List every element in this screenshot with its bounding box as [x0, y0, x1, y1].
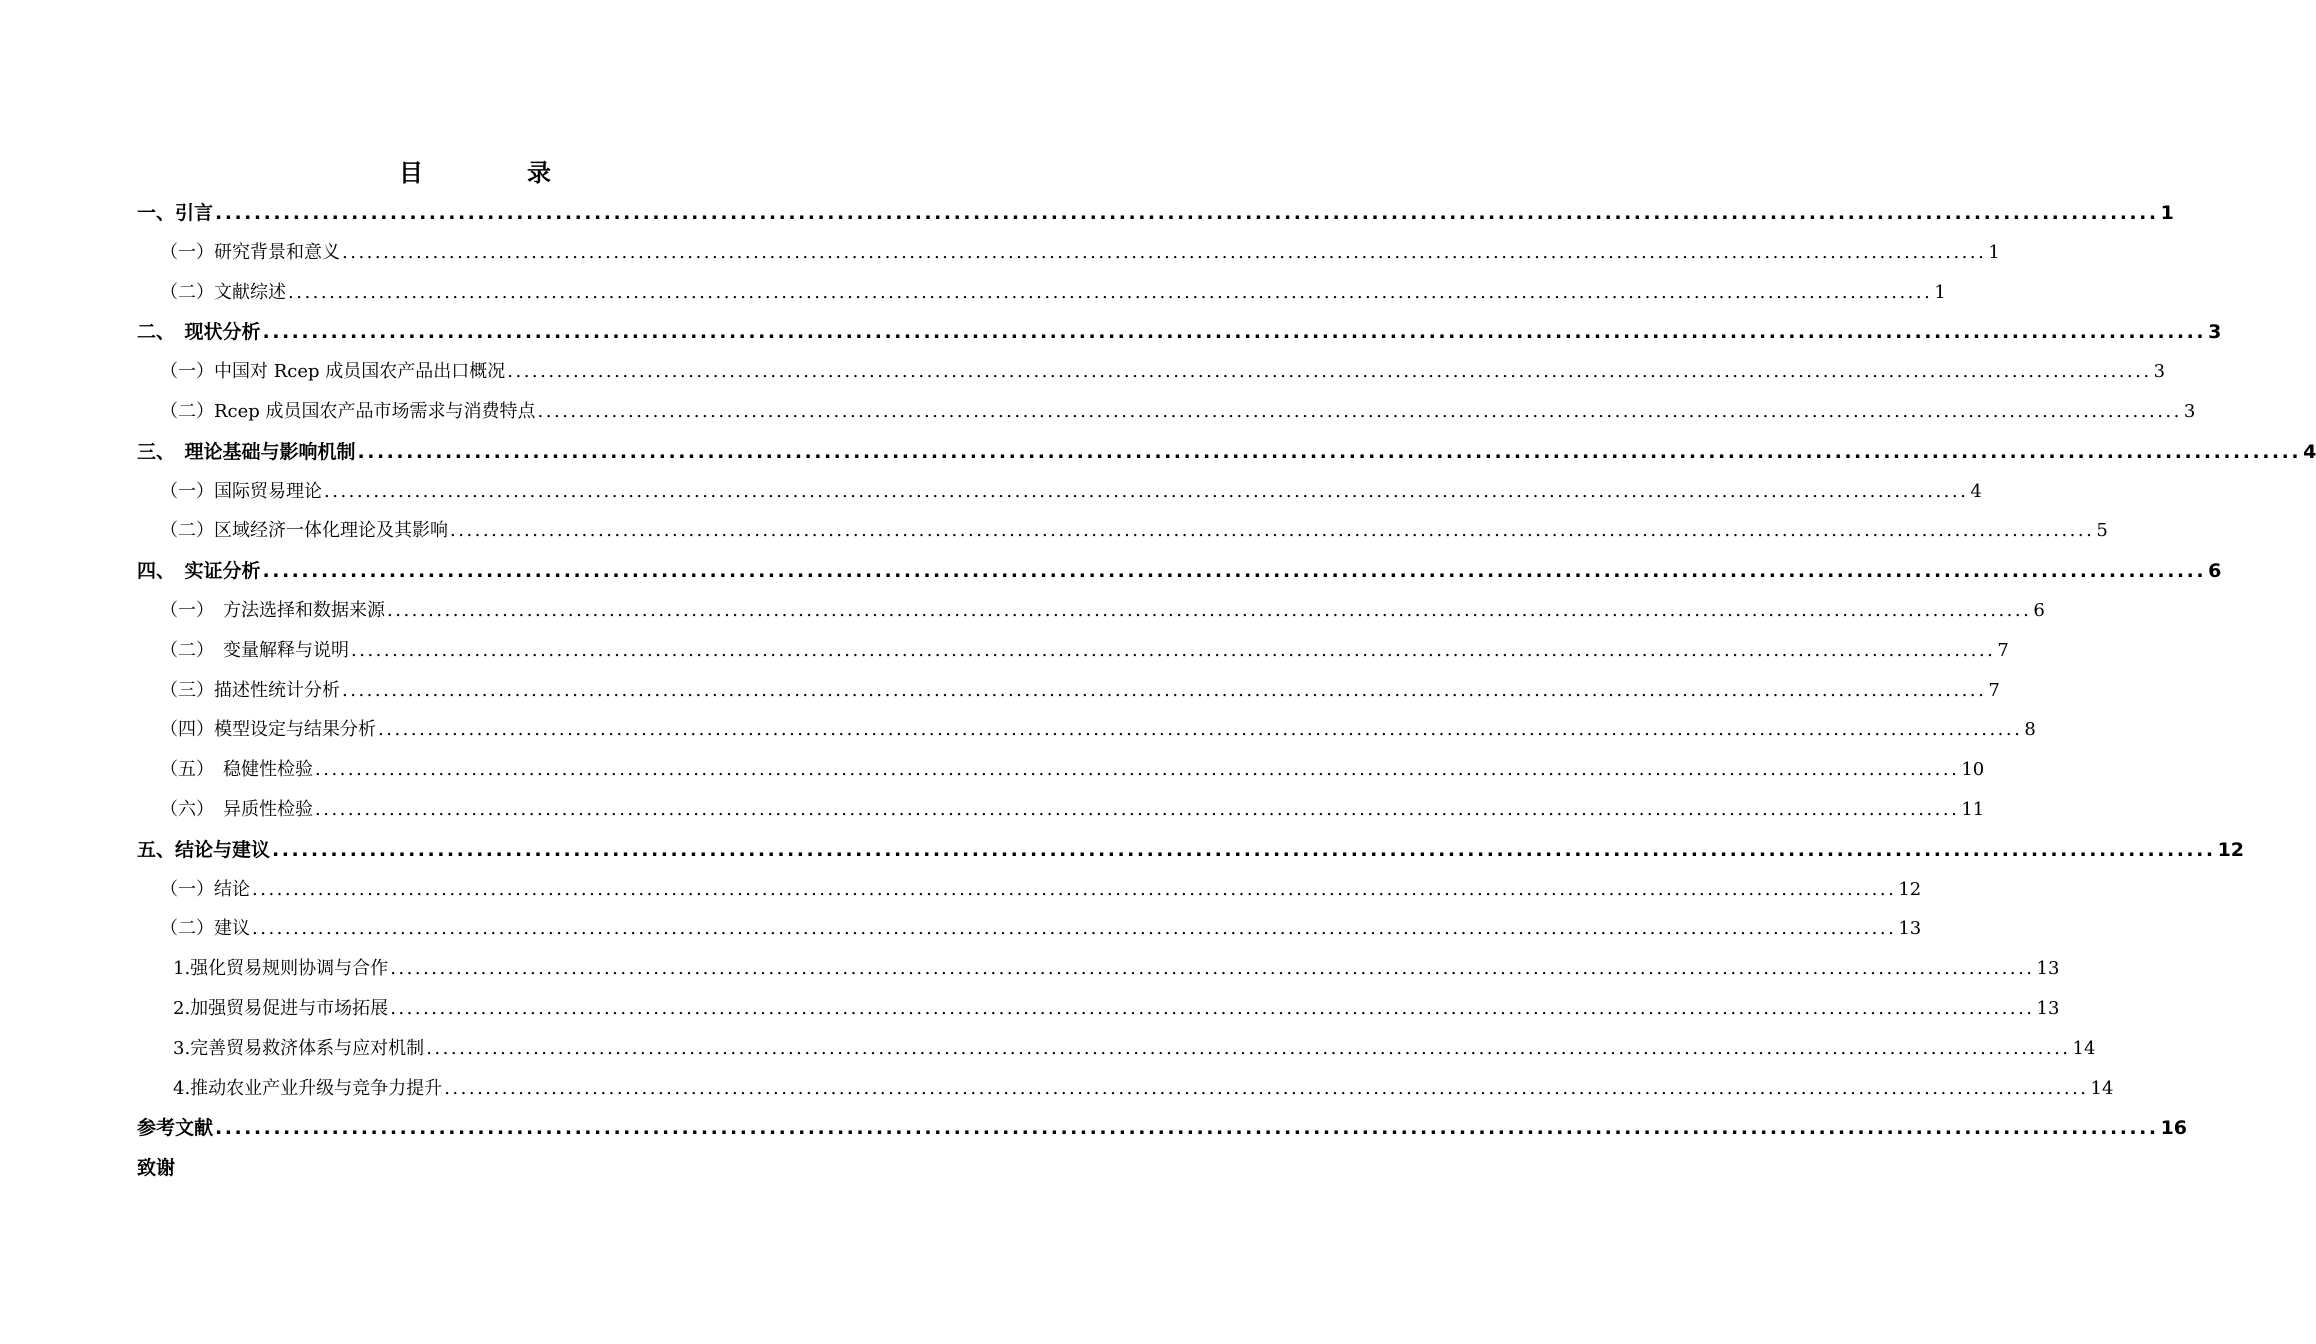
- toc-entry-label: （一）国际贸易理论: [160, 480, 322, 502]
- toc-entry[interactable]: [160, 875, 1922, 905]
- toc-entry[interactable]: [160, 715, 2036, 745]
- toc-entry-label: （一）中国对 Rcep 成员国农产品出口概况: [160, 361, 506, 383]
- toc-entry[interactable]: [137, 1113, 2188, 1143]
- toc-entry[interactable]: [160, 676, 2000, 706]
- toc-entry-label: 4.推动农业产业升级与竞争力提升: [173, 1077, 443, 1099]
- toc-entry-label: （一）结论: [160, 878, 250, 900]
- toc-page-number: 8: [2024, 719, 2036, 741]
- toc-entry[interactable]: [173, 1034, 2096, 1064]
- toc-dot-leader: ........................................................................................................................................................................................................: [390, 998, 2035, 1019]
- toc-entry[interactable]: [160, 636, 2009, 666]
- toc-entry-label: （四）模型设定与结果分析: [160, 719, 376, 741]
- toc-dot-leader: ........................................................................................................................................................................................................: [252, 878, 1897, 900]
- toc-dot-leader: ........................................................................................................................................................................................................: [272, 838, 2216, 861]
- toc-dot-leader: ........................................................................................................................................................................................................: [215, 1117, 2159, 1140]
- toc-entry[interactable]: [137, 198, 2174, 228]
- toc-entry[interactable]: [160, 477, 1982, 507]
- toc-page-number: 5: [2096, 520, 2108, 542]
- toc-entry-label: （一）研究背景和意义: [160, 241, 340, 263]
- toc-dot-leader: ........................................................................................................................................................................................................: [378, 719, 2023, 741]
- toc-entry-label: （二）Rcep 成员国农产品市场需求与消费特点: [160, 401, 536, 422]
- toc-dot-leader: ........................................................................................................................................................................................................: [288, 281, 1933, 303]
- toc-page-number: 1: [2160, 202, 2174, 224]
- toc-entry[interactable]: [160, 596, 2045, 626]
- toc-entry[interactable]: [160, 238, 2000, 268]
- toc-dot-leader: ........................................................................................................................................................................................................: [215, 202, 2159, 224]
- toc-entry-label: （一） 方法选择和数据来源: [160, 600, 385, 621]
- toc-entry[interactable]: [160, 914, 1922, 944]
- toc-entry-label: 3.完善贸易救济体系与应对机制: [173, 1037, 425, 1059]
- toc-page-number: 11: [1961, 799, 1985, 820]
- toc-entry[interactable]: [137, 317, 2222, 347]
- toc-page-number: 7: [1997, 639, 2009, 661]
- toc-title: 目 录: [399, 159, 591, 187]
- toc-page-number: 14: [2072, 1037, 2096, 1059]
- toc-page-number: 3: [2208, 321, 2222, 344]
- toc-entry-label: 五、结论与建议: [137, 838, 271, 861]
- toc-dot-leader: ........................................................................................................................................................................................................: [390, 958, 2035, 980]
- toc-entry-label: （三）描述性统计分析: [160, 679, 340, 701]
- toc-entry-label: （二）建议: [160, 918, 250, 940]
- toc-dot-leader: ........................................................................................................................................................................................................: [537, 401, 2182, 422]
- toc-page-number: 6: [2208, 560, 2222, 583]
- toc-page-number: 13: [2036, 958, 2060, 980]
- toc-page-number: 1: [1934, 281, 1946, 303]
- toc-dot-leader: ........................................................................................................................................................................................................: [315, 799, 1960, 820]
- toc-entry-label: 参考文献: [137, 1117, 214, 1140]
- toc-dot-leader: ........................................................................................................................................................................................................: [324, 480, 1969, 502]
- toc-page-number: 13: [2036, 998, 2060, 1019]
- toc-entry-label: （二）文献综述: [160, 281, 286, 303]
- toc-entry[interactable]: [173, 994, 2060, 1024]
- toc-page-number: 3: [2183, 401, 2196, 422]
- toc-entry-label: 二、 现状分析: [137, 321, 261, 344]
- toc-entry[interactable]: [137, 556, 2222, 586]
- toc-dot-leader: ........................................................................................................................................................................................................: [387, 600, 2032, 621]
- toc-page-number: 10: [1961, 759, 1985, 781]
- toc-entry[interactable]: [160, 795, 1985, 825]
- toc-entry[interactable]: [173, 954, 2060, 984]
- toc-entry[interactable]: [137, 835, 2245, 865]
- toc-entry-label: 三、 理论基础与影响机制: [137, 440, 356, 463]
- toc-page-number: 4: [1970, 480, 1982, 502]
- toc-entry[interactable]: [137, 437, 2316, 467]
- toc-page-number: 7: [1988, 679, 2000, 701]
- toc-dot-leader: ........................................................................................................................................................................................................: [507, 361, 2152, 383]
- toc-page-number: 4: [2303, 440, 2316, 463]
- toc-dot-leader: ........................................................................................................................................................................................................: [262, 560, 2207, 583]
- toc-entry-label: （二）区域经济一体化理论及其影响: [160, 520, 448, 542]
- toc-dot-leader: ........................................................................................................................................................................................................: [252, 918, 1897, 940]
- toc-entry-label: 四、 实证分析: [137, 560, 261, 583]
- toc-entry-label: （二） 变量解释与说明: [160, 639, 349, 661]
- toc-page-number: 6: [2033, 600, 2045, 621]
- toc-dot-leader: ........................................................................................................................................................................................................: [450, 520, 2095, 542]
- toc-page-number: 13: [1898, 918, 1922, 940]
- toc-entry[interactable]: [160, 357, 2166, 387]
- toc-dot-leader: ........................................................................................................................................................................................................: [426, 1037, 2071, 1059]
- toc-page-number: 1: [1988, 241, 2000, 263]
- toc-dot-leader: ........................................................................................................................................................................................................: [342, 679, 1987, 701]
- toc-entry-label: 1.强化贸易规则协调与合作: [173, 958, 389, 980]
- toc-entry[interactable]: [160, 397, 2196, 427]
- toc-entry[interactable]: [160, 278, 1946, 308]
- toc-entry-label: （五） 稳健性检验: [160, 759, 313, 781]
- toc-page-number: 14: [2090, 1077, 2114, 1099]
- toc-entry[interactable]: [173, 1074, 2114, 1104]
- toc-entry-label: （六） 异质性检验: [160, 799, 313, 820]
- toc-page-number: 16: [2160, 1117, 2188, 1140]
- toc-entry-label: 2.加强贸易促进与市场拓展: [173, 998, 389, 1019]
- toc-dot-leader: ........................................................................................................................................................................................................: [342, 241, 1987, 263]
- acknowledgement-heading: 致谢: [137, 1157, 176, 1179]
- toc-dot-leader: ........................................................................................................................................................................................................: [351, 639, 1996, 661]
- toc-dot-leader: ........................................................................................................................................................................................................: [357, 440, 2302, 463]
- toc-entry[interactable]: [160, 516, 2108, 546]
- toc-page-number: 12: [2217, 838, 2245, 861]
- toc-page-number: 12: [1898, 878, 1922, 900]
- toc-dot-leader: ........................................................................................................................................................................................................: [315, 759, 1960, 781]
- toc-entry-label: 一、引言: [137, 202, 214, 224]
- toc-dot-leader: ........................................................................................................................................................................................................: [262, 321, 2207, 344]
- toc-page-number: 3: [2153, 361, 2166, 383]
- toc-entry[interactable]: [160, 755, 1985, 785]
- toc-dot-leader: ........................................................................................................................................................................................................: [444, 1077, 2089, 1099]
